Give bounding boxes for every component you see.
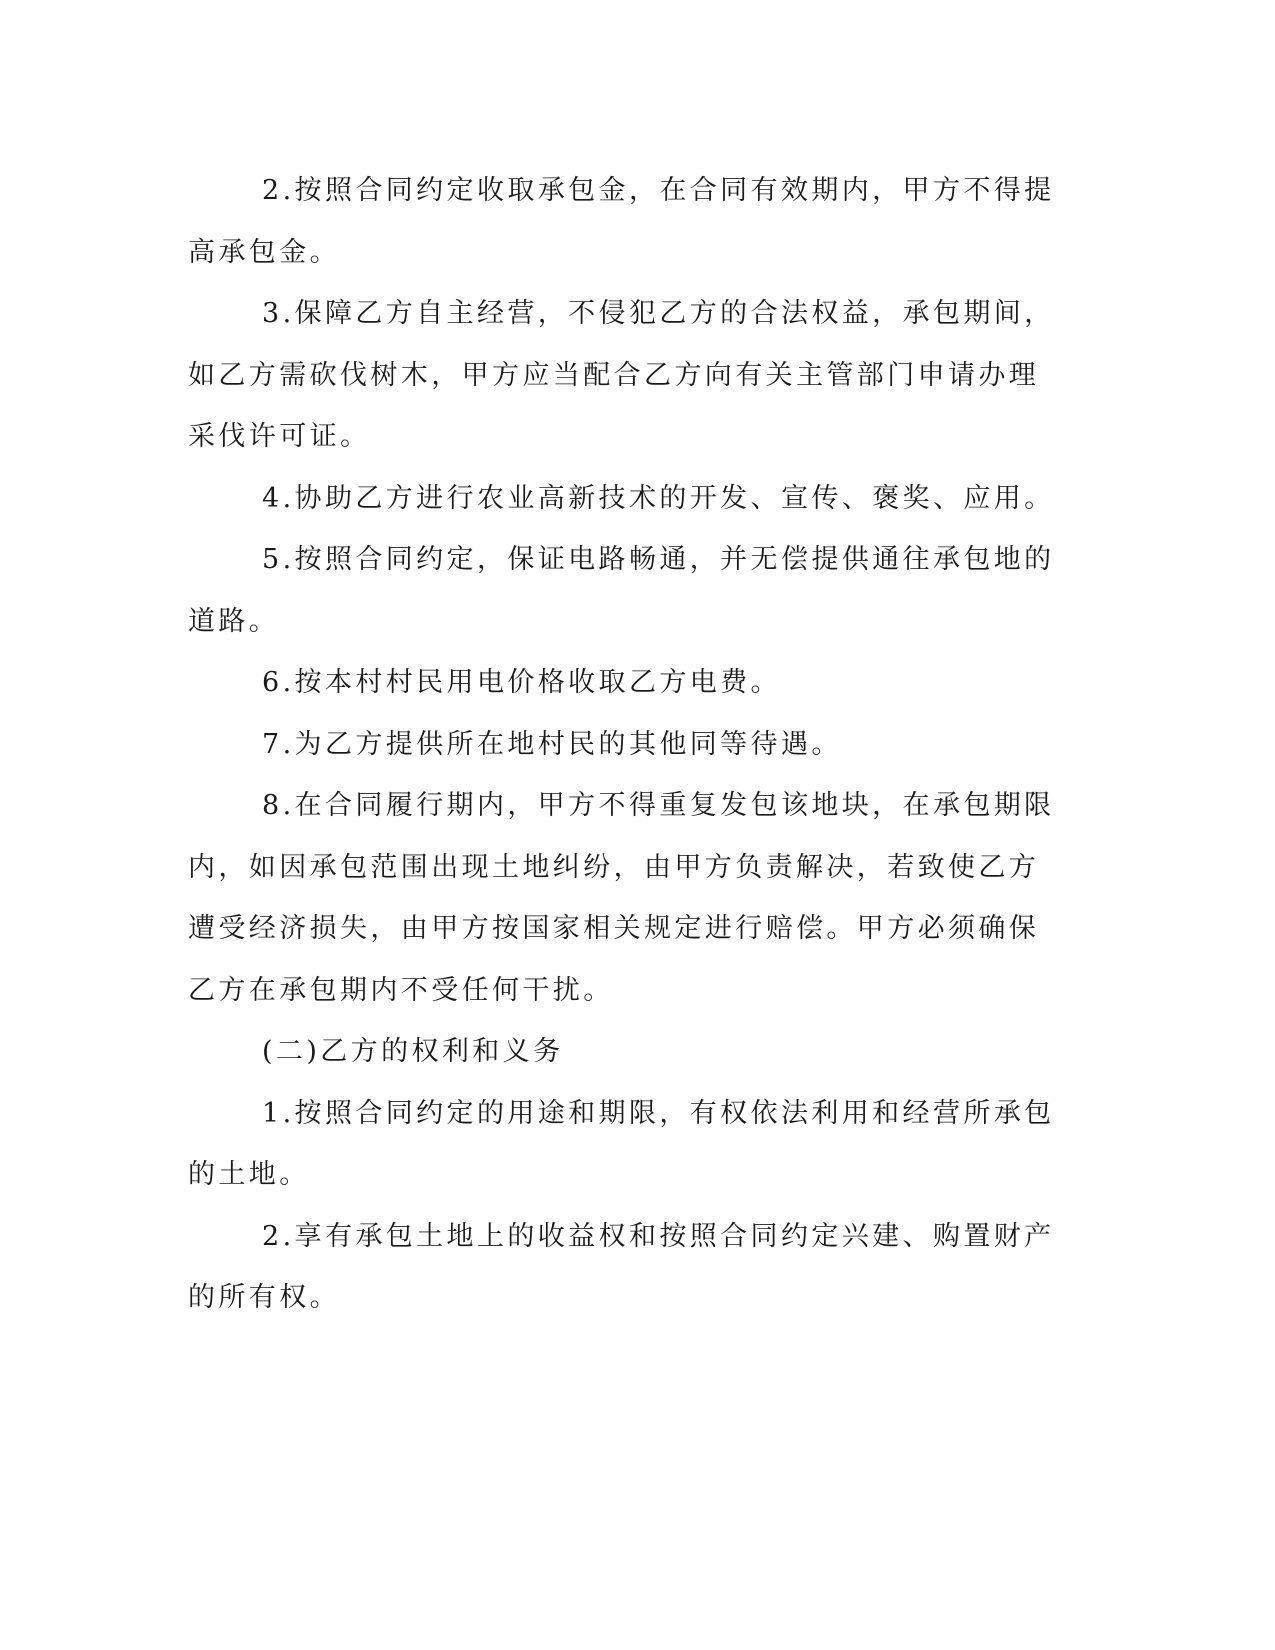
paragraph-autonomy: 3.保障乙方自主经营，不侵犯乙方的合法权益，承包期间，如乙方需砍伐树木，甲方应当配合乙方向有关主管部门申请办理采伐许可证。 [188,298,1055,452]
paragraph-fee-collection: 2.按照合同约定收取承包金，在合同有效期内，甲方不得提高承包金。 [188,175,1055,268]
paragraph-technology: 4.协助乙方进行农业高新技术的开发、宣传、褒奖、应用。 [262,482,1055,514]
paragraph-property-right: 2.享有承包土地上的收益权和按照合同约定兴建、购置财产的所有权。 [188,1220,1055,1313]
section-heading-party-b: (二)乙方的权利和义务 [262,1036,564,1067]
paragraph-power-road: 5.按照合同约定，保证电路畅通，并无偿提供通往承包地的道路。 [188,544,1055,637]
paragraph-no-duplicate-lease: 8.在合同履行期内，甲方不得重复发包该地块，在承包期限内，如因承包范围出现土地纠纷，由甲方负责解决，若致使乙方遭受经济损失，由甲方按国家相关规定进行赔偿。甲方必须确保乙方在承包期内不受任何干扰。 [188,790,1055,1006]
paragraph-electricity-fee: 6.按本村村民用电价格收取乙方电费。 [262,667,781,698]
paragraph-equal-treatment: 7.为乙方提供所在地村民的其他同等待遇。 [262,728,842,760]
paragraph-land-use-right: 1.按照合同约定的用途和期限，有权依法利用和经营所承包的土地。 [188,1097,1055,1190]
document-body [188,160,1068,1329]
